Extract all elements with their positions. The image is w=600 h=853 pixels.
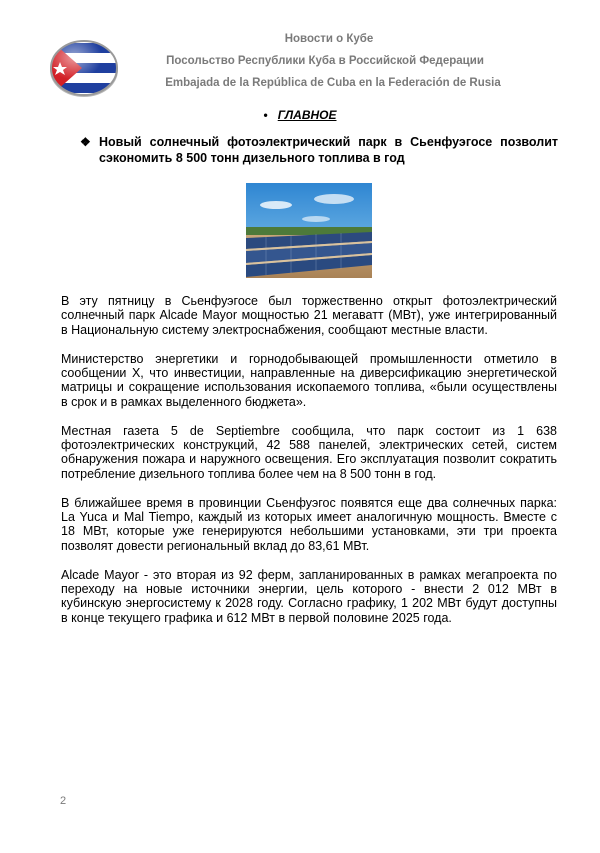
page-number: 2 xyxy=(60,795,67,807)
paragraph: Министерство энергетики и горнодобывающей промышленности отметило в сообщении Х, что инвестиции, направленные на диверсификацию энергетической матрицы и сокращение использования ископаемого топлива, «были осуществлены в срок и в рамках выделенного бюджета». xyxy=(61,351,557,409)
paragraph: Местная газета 5 de Septiembre сообщила, что парк состоит из 1 638 фотоэлектрических конструкций, 42 588 панелей, электрических сетей, систем обнаружения пожара и наружного освещения. Его эксплуатация позволит сократить потребление дизельного топлива более чем на 8 500 тонн в год. xyxy=(61,423,557,481)
paragraph: Alcade Mayor - это вторая из 92 ферм, запланированных в рамках мегапроекта по переходу на новые источники энергии, цель которого - внести 2 012 МВт в кубинскую энергосистему к 2028 году. Согласно графику, 1 202 МВт будут доступны в конце текущего графика и 612 МВт в первой половине 2025 года. xyxy=(61,567,557,625)
article-title: Новый солнечный фотоэлектрический парк в Сьенфуэгосе позволит сэкономить 8 500 тонн дизельного топлива в год xyxy=(99,135,558,165)
diamond-bullet-icon: ❖ xyxy=(80,135,91,149)
embassy-name-ru: Посольство Республики Куба в Российской Федерации xyxy=(166,55,484,67)
news-title: Новости о Кубе xyxy=(284,33,374,45)
letterhead xyxy=(128,28,528,94)
bullet-icon: • xyxy=(263,108,268,122)
article-body xyxy=(61,294,557,625)
paragraph: В эту пятницу в Сьенфуэгосе был торжественно открыт фотоэлектрический солнечный парк Alcade Mayor мощностью 21 мегаватт (МВт), уже интегрированный в Национальную систему электроснабжения, сообщают местные власти. xyxy=(61,294,557,337)
section-heading xyxy=(0,108,600,122)
section-label: ГЛАВНОЕ xyxy=(277,108,337,122)
solar-park-photo xyxy=(246,183,372,278)
embassy-name-es: Embajada de la República de Cuba en la Federación de Rusia xyxy=(165,77,501,89)
paragraph: В ближайшее время в провинции Сьенфуэгос появятся еще два солнечных парка: La Yuca и Mal Tiempo, каждый из которых имеет аналогичную мощность. Вместе с 18 МВт, которые уже генерируются небольшими установками, эти три проекта позволят довести региональный вклад до 83,61 МВт. xyxy=(61,495,557,553)
cuban-flag-globe-icon xyxy=(48,38,120,98)
article-headline xyxy=(80,134,558,166)
